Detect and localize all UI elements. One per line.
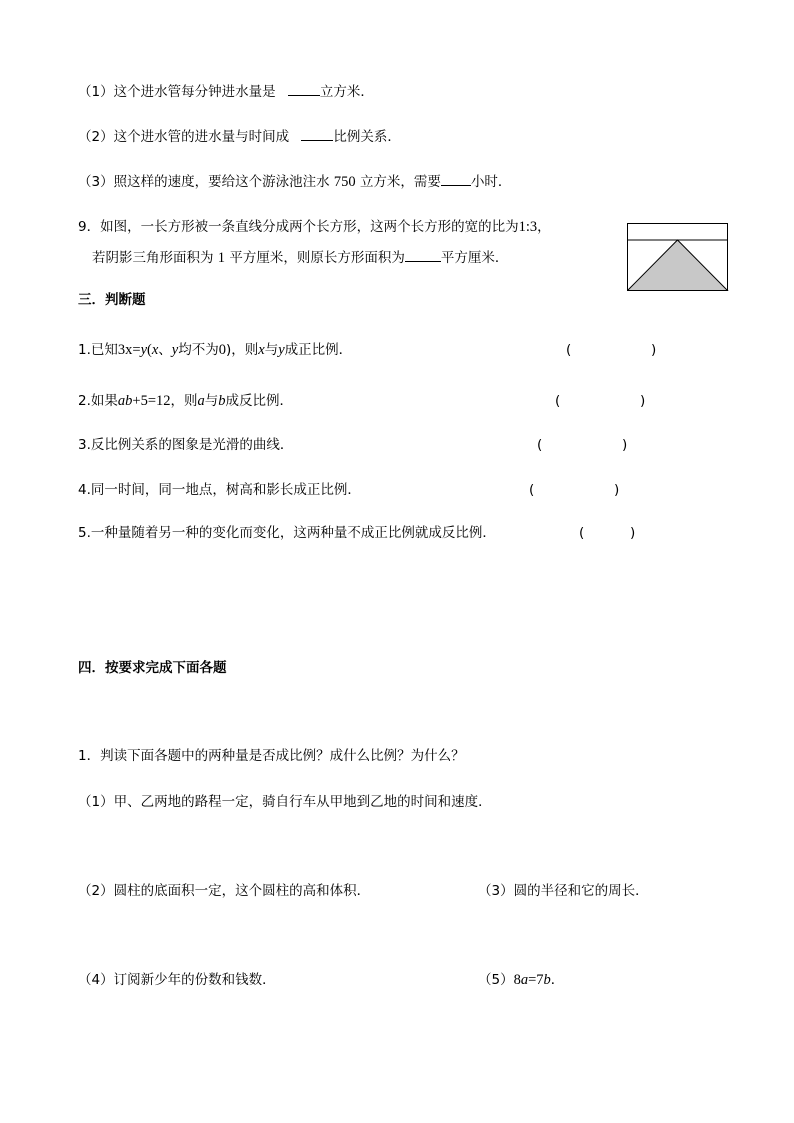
question-9-line-2 [92,248,508,267]
question-text: （3）照这样的速度，要给这个游泳池注水 [78,174,330,190]
question-text: 立方米，需要 [359,174,441,190]
question-8-2 [78,127,401,146]
section-heading-4: 四．按要求完成下面各题 [78,660,227,676]
question-1: 1．判读下面各题中的两种量是否成比例？成什么比例？为什么？ [78,748,465,764]
sub-question-1: （1）甲、乙两地的路程一定，骑自行车从甲地到乙地的时间和速度． [78,794,492,810]
section-heading-3: 三．判断题 [78,292,146,308]
answer-paren-open[interactable]: ( [555,393,561,409]
question-8-3 [78,172,511,191]
rectangle-figure [627,223,729,293]
answer-blank[interactable] [405,248,441,262]
answer-blank[interactable] [288,82,320,96]
answer-paren-close[interactable]: ) [622,437,628,453]
answer-paren-close[interactable]: ) [630,525,636,541]
question-text: 若阴影三角形面积为 [92,250,214,266]
sub-question-2: （2）圆柱的底面积一定，这个圆柱的高和体积． [78,883,371,899]
question-text: （2）这个进水管的进水量与时间成 [78,129,290,145]
question-text: 小时． [470,174,512,190]
question-8-1 [78,82,374,101]
judge-item-3: 3.反比例关系的图象是光滑的曲线． [78,437,294,453]
sub-question-3: （3）圆的半径和它的周长． [478,883,649,899]
question-9-line-1: 9．如图，一长方形被一条直线分成两个长方形，这两个长方形的宽的比为1:3， [78,219,551,235]
answer-paren-open[interactable]: ( [529,482,535,498]
answer-paren-close[interactable]: ) [640,393,646,409]
question-text: 如图，一长方形被一条直线分成两个长方形，这两个长方形的宽的比为 [100,219,519,235]
question-number: 9． [78,219,101,235]
judge-item-4: 4.同一时间，同一地点，树高和影长成正比例． [78,482,361,498]
question-text: 平方厘米． [440,250,509,266]
question-text: （1）这个进水管每分钟进水量是 [78,84,276,100]
number: 750 [333,174,356,190]
answer-paren-close[interactable]: ) [614,482,620,498]
number: 1 [217,250,226,266]
answer-paren-open[interactable]: ( [566,342,572,358]
judge-item-1: 1.已知3x=y(x、y均不为0)，则x与y成正比例． [78,342,353,358]
answer-paren-open[interactable]: ( [579,525,585,541]
question-text: 立方米． [319,84,374,100]
shaded-triangle [628,240,728,291]
question-text: 比例关系． [333,129,401,145]
question-text: 平方厘米，则原长方形面积为 [229,250,405,266]
ratio: 1:3 [518,219,538,235]
sub-question-5: （5）8a=7b． [478,972,565,988]
judge-item-2: 2.如果ab+5=12，则a与b成反比例． [78,393,294,409]
answer-paren-close[interactable]: ) [651,342,657,358]
judge-item-5: 5.一种量随着另一种的变化而变化，这两种量不成正比例就成反比例． [78,525,496,541]
answer-blank[interactable] [441,172,471,186]
answer-blank[interactable] [301,127,333,141]
answer-paren-open[interactable]: ( [537,437,543,453]
sub-question-4: （4）订阅新少年的份数和钱数． [78,972,276,988]
